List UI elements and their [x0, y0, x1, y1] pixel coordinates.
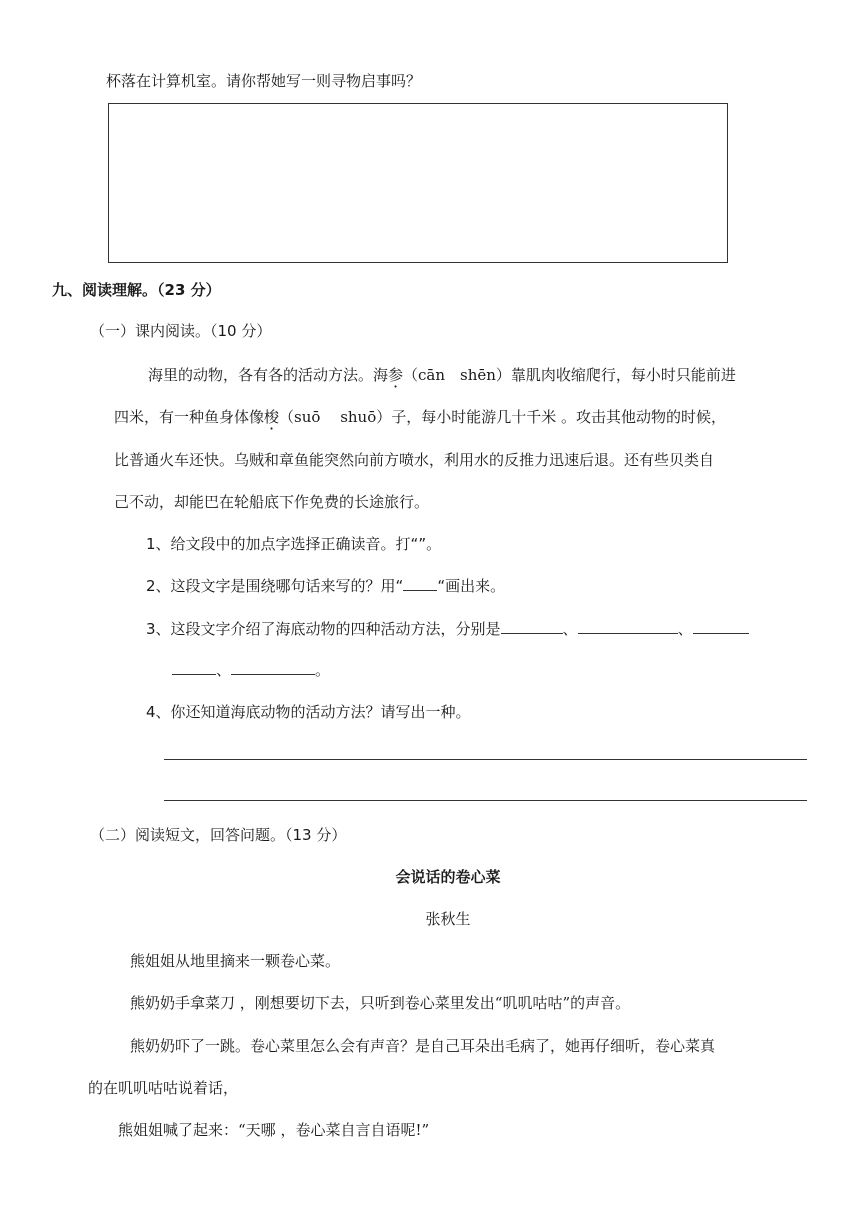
- passage-line-1: [148, 364, 736, 385]
- story-title: 会说话的卷心菜: [395, 868, 501, 886]
- answer-blank-1[interactable]: [501, 619, 563, 634]
- writing-prompt: 杯落在计算机室。请你帮她写一则寻物启事吗？: [106, 72, 422, 90]
- answer-blank-4[interactable]: [231, 660, 315, 675]
- passage-line-3: 比普通火车还快。乌贼和章鱼能突然向前方喷水，利用水的反推力迅速后退。还有些贝类自: [114, 451, 715, 469]
- passage-line-4: 己不动，却能巴在轮船底下作免费的长途旅行。: [114, 493, 430, 511]
- answer-blank-2[interactable]: [578, 619, 678, 634]
- passage-line-2: [114, 406, 726, 427]
- separator: 、: [677, 620, 693, 638]
- period: 。: [315, 661, 331, 679]
- question-3-cont: [172, 659, 330, 680]
- story-paragraph-1: 熊姐姐从地里摘来一颗卷心菜。: [130, 952, 341, 970]
- passage-text: 四米，有一种鱼身体像: [114, 408, 265, 426]
- story-paragraph-3-cont: 的在叽叽咕咕说着话，: [88, 1079, 239, 1097]
- question-text: “画出来。: [437, 577, 506, 595]
- answer-line-2[interactable]: [164, 800, 807, 801]
- answer-blank-3a[interactable]: [693, 619, 749, 634]
- story-paragraph-3: 熊奶奶吓了一跳。卷心菜里怎么会有声音？是自己耳朵出毛病了，她再仔细听，卷心菜真: [130, 1037, 716, 1055]
- story-paragraph-4: 熊姐姐喊了起来：“天哪 ，卷心菜自言自语呢!”: [118, 1121, 430, 1139]
- separator: 、: [216, 661, 232, 679]
- passage-text: 海里的动物，各有各的活动方法。海: [148, 366, 389, 384]
- question-text: 3、这段文字介绍了海底动物的四种活动方法，分别是: [146, 620, 501, 638]
- story-paragraph-2: 熊奶奶手拿菜刀 ，刚想要切下去，只听到卷心菜里发出“叽叽咕咕”的声音。: [130, 994, 631, 1012]
- separator: 、: [562, 620, 578, 638]
- dotted-character: 参: [388, 366, 404, 384]
- section-title: 九、阅读理解。（23 分）: [52, 281, 221, 299]
- part1-header: （一）课内阅读。（10 分）: [90, 322, 272, 340]
- answer-box[interactable]: [108, 103, 728, 263]
- question-2: [146, 575, 505, 596]
- question-1: 1、给文段中的加点字选择正确读音。打“”。: [146, 535, 442, 553]
- question-3: [146, 618, 749, 639]
- underline-sample: [403, 576, 437, 591]
- part2-header: （二）阅读短文，回答问题。（13 分）: [90, 826, 347, 844]
- answer-line-1[interactable]: [164, 759, 807, 760]
- passage-text: （cān shēn）靠肌肉收缩爬行，每小时只能前进: [403, 366, 736, 384]
- question-4: 4、你还知道海底动物的活动方法？请写出一种。: [146, 703, 471, 721]
- question-text: 2、这段文字是围绕哪句话来写的？用“: [146, 577, 404, 595]
- dotted-character: 梭: [264, 408, 280, 426]
- answer-blank-3b[interactable]: [172, 660, 216, 675]
- passage-text: （suō shuō）子，每小时能游几十千米 。攻击其他动物的时候，: [279, 408, 727, 426]
- story-author: 张秋生: [425, 910, 471, 928]
